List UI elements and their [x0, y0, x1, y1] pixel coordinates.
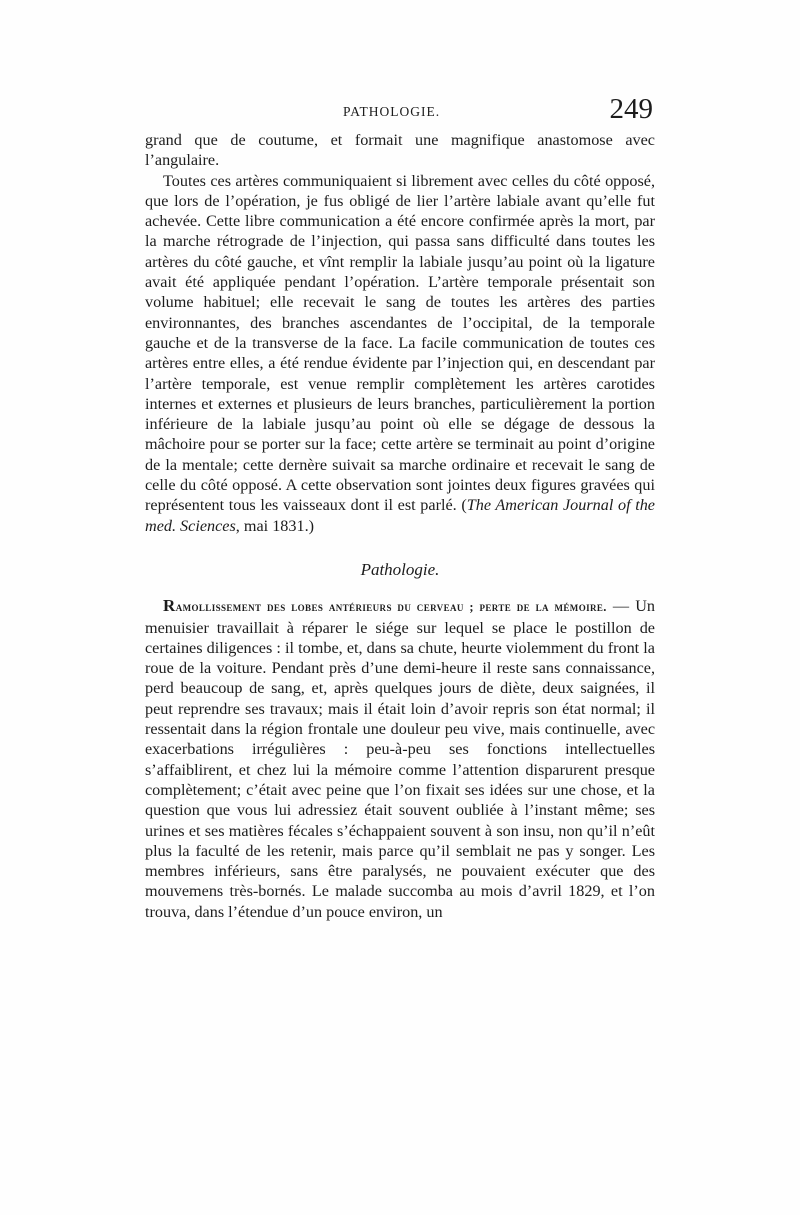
- paragraph-arteries: [145, 171, 655, 536]
- page-body: [145, 130, 655, 922]
- section-title: Pathologie.: [360, 559, 440, 579]
- page-number: 249: [609, 93, 653, 125]
- paragraph-arteries-text: Toutes ces artères communiquaient si librement avec celles du côté opposé, que lors de l’opération, je fus obligé de lier l’artère labiale avant qu’elle fut achevée. Cette libre communication a été encore confirmée après la mort, par la marche rétrograde de l’injection, qui passa sans difficulté dans toutes les artères du côté gauche, et vînt remplir la labiale jusqu’au point où la ligature avait été appliquée pendant l’opération. L’artère temporale présentait son volume habituel; elle recevait le sang de toutes les artères des parties environnantes, des branches ascendantes de l’occipital, de la temporale gauche et de la transverse de la face. La facile communication de toutes ces artères entre elles, a été rendue évidente par l’injection qui, en descendant par l’artère temporale, est venue remplir complètement les artères carotides internes et externes et plusieurs de leurs branches, particulièrement la portion inférieure de la labiale jusqu’au point où elle se dégage de dessous la mâchoire pour se porter sur la face; cette artère se terminait au point d’origine de la mentale; cette dernère suivait sa marche ordinaire et recevait le sang de celle du côté opposé. A cette observation sont jointes deux figures gravées qui représentent tous les vaisseaux dont il est parlé. (: [145, 171, 655, 515]
- page-header: [145, 93, 655, 126]
- case-heading-rest: amollissement des lobes antérieurs du cerveau ; perte de la mémoire.: [175, 600, 607, 615]
- citation-date: , mai 1831.): [235, 516, 315, 535]
- paragraph-case: [145, 596, 655, 922]
- journal-citation: The American Journal of the med. Sciences: [145, 496, 655, 535]
- paragraph-case-text: — Un menuisier travaillait à réparer le siége sur lequel se place le postillon de certaines diligences : il tombe, et, dans sa chute, heurte violemment du front la roue de la voiture. Pendant près d’une demi-heure il reste sans connaissance, perd beaucoup de sang, et, après quelques jours de diète, deux saignées, il peut reprendre ses travaux; mais il était loin d’avoir repris son état normal; il ressentait dans la région frontale une douleur peu vive, mais continuelle, avec exacerbations irrégulières : peu-à-peu ses fonctions intellectuelles s’affaiblirent, et chez lui la mémoire comme l’attention disparurent presque complètement; c’était avec peine que l’on fixait ses idées sur une chose, et la question que vous lui adressiez était souvent oubliée à l’instant même; ses urines et ses matières fécales s’échappaient souvent à son insu, non qu’il n’eût plus la faculté de les retenir, mais parce qu’il semblait ne pas y songer. Les membres inférieurs, sans être paralysés, ne pouvaient exécuter que des mouvemens très-bornés. Le malade succomba au mois d’avril 1829, et l’on trouva, dans l’étendue d’un pouce environ, un: [145, 597, 655, 921]
- paragraph-continuation: grand que de coutume, et formait une magnifique anastomose avec l’angulaire.: [145, 131, 655, 170]
- case-heading: [163, 596, 607, 616]
- running-head: PATHOLOGIE.: [343, 104, 441, 119]
- case-heading-initial: R: [163, 596, 176, 616]
